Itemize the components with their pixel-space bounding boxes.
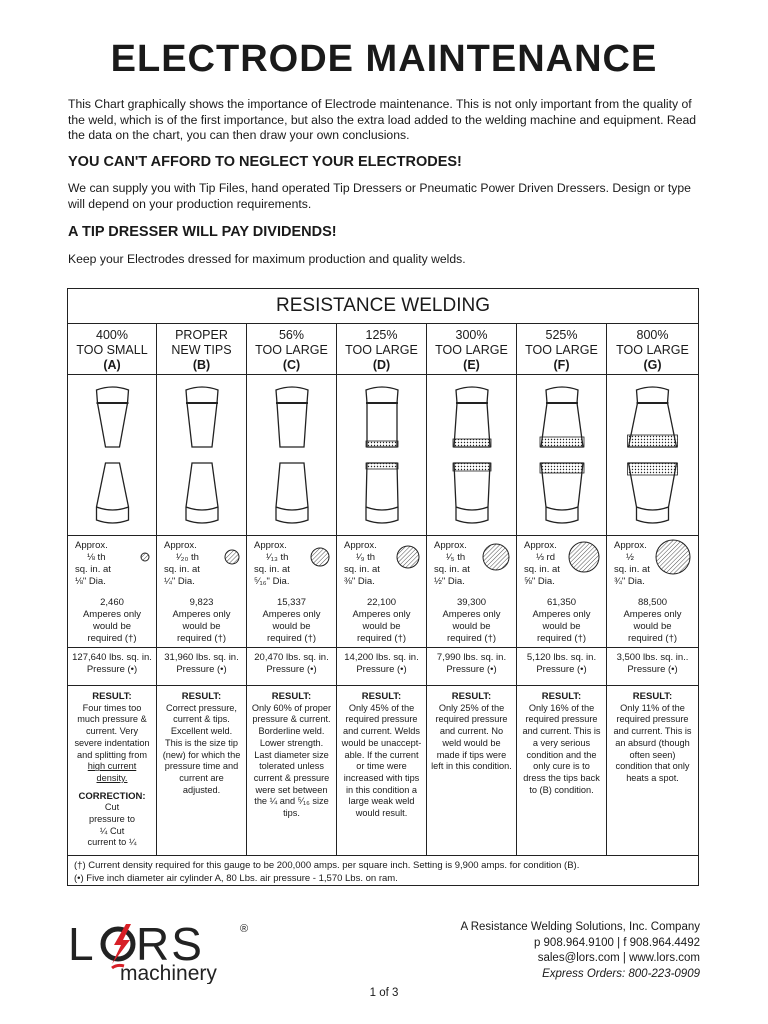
- tip-area-circle-icon: [139, 551, 151, 563]
- amperes-text: [247, 597, 336, 645]
- tip-diameter: ¾" Dia.: [614, 576, 645, 587]
- supply-paragraph: We can supply you with Tip Files, hand operated Tip Dressers or Pneumatic Power Driven Dressers. Design or type will depend on your production requirements.: [68, 181, 691, 211]
- result-text: Only 25% of the required pressure and current. No weld would be made if tips were left in this condition.: [431, 702, 512, 772]
- result-label: RESULT:: [541, 691, 582, 702]
- result-label: RESULT:: [361, 691, 402, 702]
- column-header: [517, 323, 606, 375]
- electrode-drawing-cell: [427, 375, 516, 536]
- area-text: [344, 540, 396, 588]
- tip-diameter: ⅛" Dia.: [75, 576, 106, 587]
- pressure-value: 7,990 lbs. sq. in.: [436, 652, 507, 663]
- column-header: [247, 323, 336, 375]
- tip-diameter: ⅝" Dia.: [524, 576, 555, 587]
- pressure-cell: [607, 647, 698, 686]
- amperes-value: 61,350: [546, 597, 577, 608]
- amperes-value: 15,337: [276, 597, 307, 608]
- condition-letter: (F): [553, 358, 570, 372]
- amperes-text: [427, 597, 516, 645]
- logo-main-text: L: [68, 918, 96, 970]
- result-text: Only 45% of the required pressure and current. Welds would be unaccept-able. If the current or time were increased with tips in this condition a large weak weld would result.: [341, 702, 422, 819]
- approx-label: Approx.: [524, 540, 557, 551]
- result-underlined: high current density.: [87, 761, 137, 783]
- area-text: [434, 540, 486, 588]
- column-header: [427, 323, 516, 375]
- pressure-value: 31,960 lbs. sq. in.: [164, 652, 239, 663]
- condition-letter: (B): [192, 358, 211, 372]
- svg-text:RS: RS: [136, 918, 204, 970]
- footnotes: [68, 855, 698, 887]
- tip-area-cell: [247, 535, 336, 648]
- amperes-label: Amperes only would be required (†): [82, 609, 142, 644]
- result-text: Only 60% of proper pressure & current. Borderline weld. Lower strength. Last diameter size tolerated unless current & pressure were set between the ¼ and ⁵⁄₁₆ size tips.: [251, 702, 332, 819]
- condition-line2: TOO SMALL: [76, 343, 148, 357]
- pressure-value: 20,470 lbs. sq. in.: [254, 652, 329, 663]
- lors-logo: [68, 918, 258, 984]
- amperes-text: [157, 597, 246, 645]
- approx-label: Approx.: [254, 540, 287, 551]
- chart-title: RESISTANCE WELDING: [68, 289, 698, 324]
- sqin-label: sq. in. at: [164, 564, 200, 575]
- resistance-welding-chart: [67, 288, 699, 886]
- approx-label: Approx.: [75, 540, 108, 551]
- condition-letter: (D): [372, 358, 391, 372]
- express-orders: Express Orders: 800-223-0909: [542, 967, 700, 980]
- amperes-text: [68, 597, 156, 645]
- page-number: 1 of 3: [369, 987, 399, 999]
- result-cell: [157, 686, 246, 855]
- electrode-drawing-cell: [517, 375, 606, 536]
- area-fraction: ¹⁄₉ th: [356, 552, 376, 563]
- company-name: A Resistance Welding Solutions, Inc. Company: [460, 921, 700, 933]
- pressure-label: Pressure (•): [356, 664, 407, 675]
- sqin-label: sq. in. at: [524, 564, 560, 575]
- tip-area-cell: [427, 535, 516, 648]
- column-header: [157, 323, 246, 375]
- result-cell: [68, 686, 156, 855]
- approx-label: Approx.: [614, 540, 647, 551]
- electrode-pair-icon: [427, 375, 517, 535]
- amperes-value: 22,100: [366, 597, 397, 608]
- electrode-pair-icon: [517, 375, 607, 535]
- pressure-cell: [337, 647, 426, 686]
- pressure-label: Pressure (•): [266, 664, 317, 675]
- result-cell: [337, 686, 426, 855]
- amperes-value: 2,460: [100, 597, 124, 608]
- heading-neglect: YOU CAN'T AFFORD TO NEGLECT YOUR ELECTRODES!: [68, 154, 462, 170]
- chart-column: [607, 323, 698, 855]
- electrode-pair-icon: [68, 375, 157, 535]
- condition-letter: (G): [643, 358, 662, 372]
- area-fraction: ⅛ th: [87, 552, 106, 563]
- intro-paragraph: This Chart graphically shows the importance of Electrode maintenance. This is not only important from the quality of the weld, which is of the first importance, but also the extra load added to the welding machine and equipment. Read the data on the chart, you can then draw your own conclusions.: [68, 97, 697, 142]
- condition-line2: TOO LARGE: [255, 343, 328, 357]
- result-text: Only 11% of the required pressure and current. This is an absurd (though often seen) condition that only heats a spot.: [613, 702, 692, 783]
- result-label: RESULT:: [451, 691, 492, 702]
- amperes-label: Amperes only would be required (†): [623, 609, 682, 644]
- pressure-value: 127,640 lbs. sq. in.: [72, 652, 152, 663]
- result-label: RESULT:: [181, 691, 222, 702]
- condition-line1: 800%: [636, 328, 669, 342]
- electrode-drawing-cell: [68, 375, 156, 536]
- tip-area-circle-icon: [395, 544, 421, 570]
- heading-dividends: A TIP DRESSER WILL PAY DIVIDENDS!: [68, 224, 337, 240]
- pressure-label: Pressure (•): [446, 664, 497, 675]
- pressure-value: 5,120 lbs. sq. in.: [526, 652, 597, 663]
- electrode-pair-icon: [157, 375, 247, 535]
- tip-area-circle-icon: [654, 538, 692, 576]
- pressure-label: Pressure (•): [627, 664, 678, 675]
- tip-area-cell: [157, 535, 246, 648]
- area-fraction: ⅓ rd: [536, 552, 556, 563]
- approx-label: Approx.: [344, 540, 377, 551]
- electrode-drawing-cell: [157, 375, 246, 536]
- chart-column: [247, 323, 337, 855]
- pressure-cell: [68, 647, 156, 686]
- condition-line2: TOO LARGE: [345, 343, 418, 357]
- amperes-label: Amperes only would be required (†): [352, 609, 411, 644]
- chart-column: [427, 323, 517, 855]
- result-text: Only 16% of the required pressure and current. This is a very serious condition and the only cure is to dress the tips back to (B) condition.: [522, 702, 601, 795]
- amperes-label: Amperes only would be required (†): [532, 609, 591, 644]
- condition-line1: 125%: [365, 328, 398, 342]
- electrode-pair-icon: [607, 375, 698, 535]
- footnote-cylinder: (•) Five inch diameter air cylinder A, 80 Lbs. air pressure - 1,570 Lbs. on ram.: [74, 873, 398, 884]
- tip-diameter: ⁵⁄₁₆" Dia.: [254, 576, 290, 587]
- sqin-label: sq. in. at: [254, 564, 290, 575]
- tip-area-cell: [68, 535, 156, 648]
- electrode-drawing-cell: [607, 375, 698, 536]
- chart-column: [337, 323, 427, 855]
- pressure-cell: [247, 647, 336, 686]
- tip-area-circle-icon: [223, 548, 241, 566]
- sqin-label: sq. in. at: [434, 564, 470, 575]
- company-phone: p 908.964.9100 | f 908.964.4492: [533, 936, 700, 949]
- column-header: [337, 323, 426, 375]
- amperes-label: Amperes only would be required (†): [442, 609, 501, 644]
- result-label: RESULT:: [632, 691, 673, 702]
- column-header: [68, 323, 156, 375]
- result-text: Correct pressure, current & tips. Excellent weld. This is the size tip (new) for which the pressure time and current are adjusted.: [162, 702, 241, 795]
- dressed-paragraph: Keep your Electrodes dressed for maximum production and quality welds.: [68, 252, 466, 266]
- chart-column: [68, 323, 157, 855]
- result-cell: [517, 686, 606, 855]
- pressure-value: 14,200 lbs. sq. in.: [344, 652, 419, 663]
- tip-area-cell: [337, 535, 426, 648]
- tip-diameter: ⅜" Dia.: [344, 576, 375, 587]
- amperes-label: Amperes only would be required (†): [172, 609, 231, 644]
- area-text: [254, 540, 306, 588]
- area-fraction: ¹⁄₅ th: [446, 552, 466, 563]
- registered-mark: ®: [240, 923, 249, 935]
- condition-line1: 525%: [545, 328, 578, 342]
- area-fraction: ¹⁄₂₀ th: [176, 552, 199, 563]
- correction-label: CORRECTION:: [78, 790, 146, 802]
- area-text: [164, 540, 216, 588]
- amperes-text: [337, 597, 426, 645]
- amperes-value: 88,500: [637, 597, 668, 608]
- amperes-value: 39,300: [456, 597, 487, 608]
- correction-text: Cut pressure to ¼ Cut current to ¼: [87, 802, 137, 848]
- company-web: sales@lors.com | www.lors.com: [537, 952, 700, 964]
- result-text: Four times too much pressure & current. Very severe indentation and splitting from: [74, 702, 150, 760]
- condition-line1: 300%: [455, 328, 488, 342]
- logo-sub-text: machinery: [120, 962, 217, 984]
- sqin-label: sq. in. at: [344, 564, 380, 575]
- electrode-pair-icon: [337, 375, 427, 535]
- approx-label: Approx.: [164, 540, 197, 551]
- condition-line2: TOO LARGE: [435, 343, 508, 357]
- condition-line1: 400%: [96, 328, 128, 342]
- page-title: ELECTRODE MAINTENANCE: [110, 38, 658, 80]
- tip-area-cell: [607, 535, 698, 648]
- chart-column: [517, 323, 607, 855]
- condition-line1: 56%: [278, 328, 305, 342]
- footnote-current: (†) Current density required for this gauge to be 200,000 amps. per square inch. Setting is 9,900 amps. for condition (B).: [74, 860, 580, 871]
- condition-line2: TOO LARGE: [616, 343, 689, 357]
- tip-diameter: ¼" Dia.: [164, 576, 195, 587]
- condition-letter: (C): [282, 358, 301, 372]
- tip-area-circle-icon: [567, 540, 601, 574]
- condition-line1: PROPER: [175, 328, 228, 342]
- amperes-text: [517, 597, 606, 645]
- result-cell: [427, 686, 516, 855]
- area-fraction: ¹⁄₁₃ th: [266, 552, 289, 563]
- approx-label: Approx.: [434, 540, 467, 551]
- condition-letter: (E): [463, 358, 480, 372]
- area-text: [75, 540, 127, 588]
- result-cell: [607, 686, 698, 855]
- amperes-value: 9,823: [189, 597, 214, 608]
- pressure-cell: [157, 647, 246, 686]
- result-cell: [247, 686, 336, 855]
- tip-area-circle-icon: [309, 546, 331, 568]
- condition-letter: (A): [103, 358, 121, 372]
- condition-line2: NEW TIPS: [171, 343, 232, 357]
- pressure-cell: [517, 647, 606, 686]
- area-fraction: ½: [626, 552, 634, 563]
- company-info: [461, 920, 701, 982]
- sqin-label: sq. in. at: [75, 564, 111, 575]
- tip-diameter: ½" Dia.: [434, 576, 465, 587]
- condition-line2: TOO LARGE: [525, 343, 598, 357]
- electrode-pair-icon: [247, 375, 337, 535]
- pressure-label: Pressure (•): [86, 664, 138, 675]
- amperes-label: Amperes only would be required (†): [262, 609, 321, 644]
- pressure-value: 3,500 lbs. sq. in..: [616, 652, 689, 663]
- result-label: RESULT:: [92, 691, 132, 702]
- pressure-label: Pressure (•): [176, 664, 227, 675]
- electrode-drawing-cell: [247, 375, 336, 536]
- column-header: [607, 323, 698, 375]
- result-label: RESULT:: [271, 691, 312, 702]
- tip-area-circle-icon: [481, 542, 511, 572]
- chart-column: [157, 323, 247, 855]
- tip-area-cell: [517, 535, 606, 648]
- amperes-text: [607, 597, 698, 645]
- sqin-label: sq. in. at: [614, 564, 650, 575]
- pressure-label: Pressure (•): [536, 664, 587, 675]
- electrode-drawing-cell: [337, 375, 426, 536]
- pressure-cell: [427, 647, 516, 686]
